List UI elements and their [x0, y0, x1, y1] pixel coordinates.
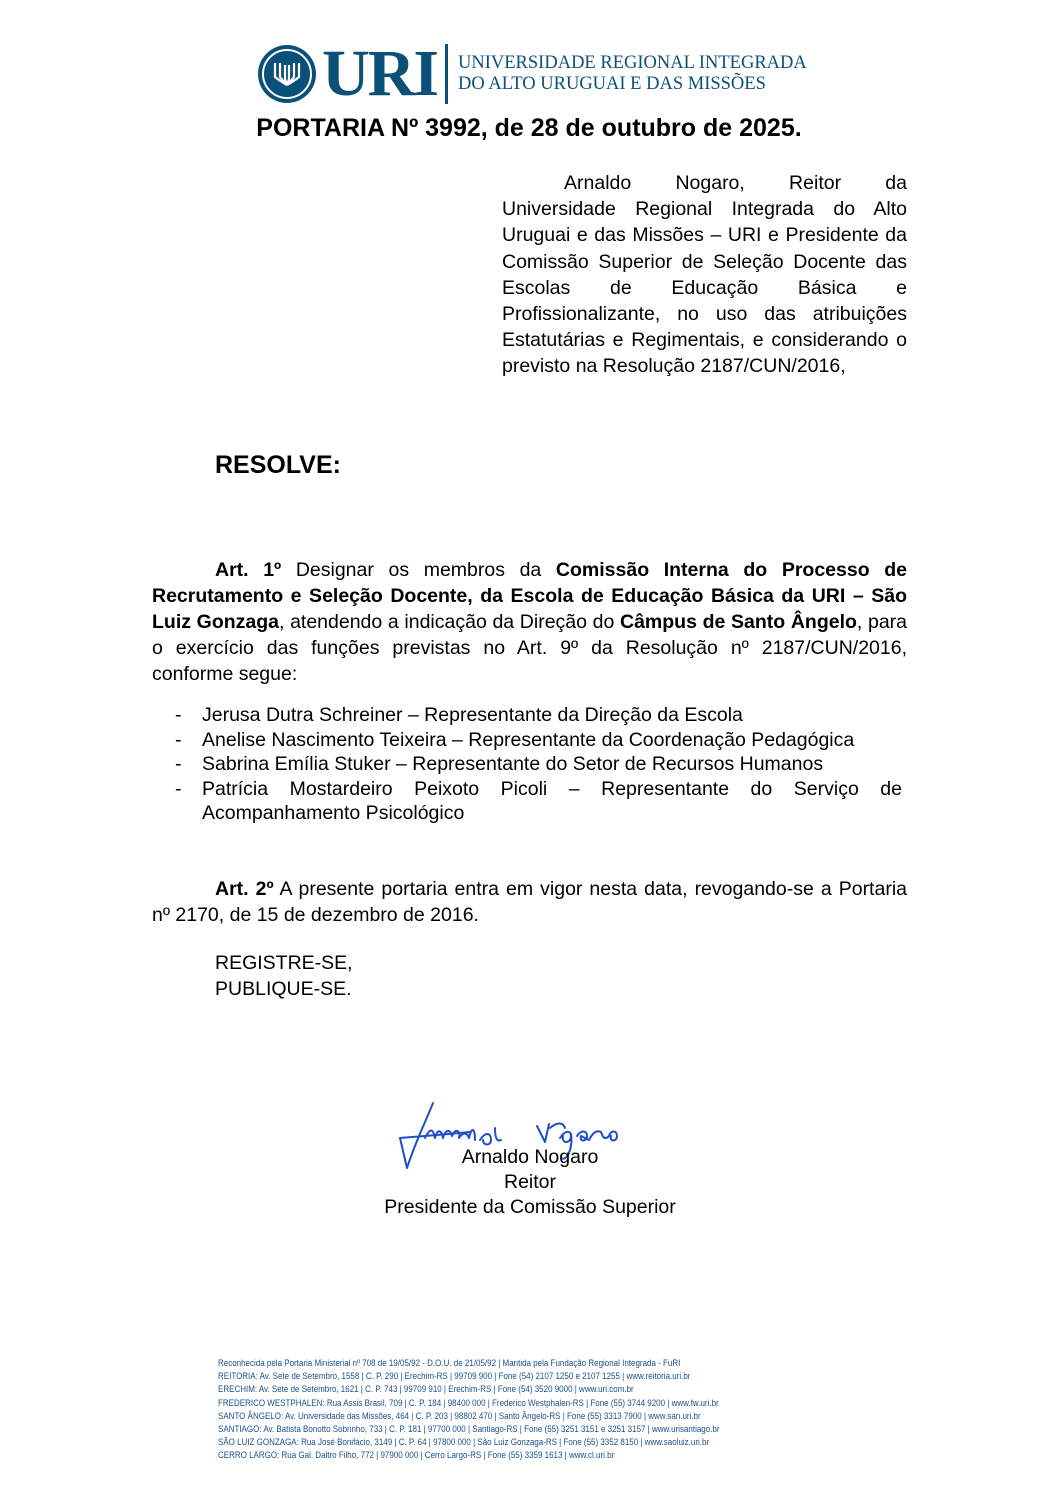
book-emblem-icon — [258, 45, 316, 103]
signatory-block — [330, 1145, 730, 1220]
document-title: PORTARIA Nº 3992, de 28 de outubro de 2025. — [256, 114, 802, 142]
article-1 — [152, 557, 907, 687]
article-1-text: , para o exercício das funções previstas no Art. 9º da Resolução nº 2187/CUN/2016, conforme segue: — [152, 611, 908, 685]
member-text: Jerusa Dutra Schreiner – Representante da Direção da Escola — [202, 704, 743, 726]
institution-line-1: UNIVERSIDADE REGIONAL INTEGRADA — [458, 53, 807, 73]
footer-line: CERRO LARGO: Rua Gal. Daltro Filho, 772 | 97900 000 | Cerro Largo-RS | Fone (55) 3359 1613 | www.cl.uri.br — [218, 1450, 615, 1461]
signatory-name: Arnaldo Nogaro — [461, 1146, 599, 1168]
bullet: - — [175, 777, 182, 800]
preamble-text: Arnaldo Nogaro, Reitor da Universidade Regional Integrada do Alto Uruguai e das Missões – URI e Presidente da Comissão Superior de Seleção Docente das Escolas de Educação Básica e Profissionalizante, no uso das atribuições Estatutárias e Regimentais, e considerando o previsto na Resolução 2187/CUN/2016, — [502, 172, 907, 378]
bullet: - — [175, 728, 182, 751]
member-text: Anelise Nascimento Teixeira – Representante da Coordenação Pedagógica — [202, 728, 855, 751]
footer-line: SANTO ÂNGELO: Av. Universidade das Missões, 464 | C. P. 203 | 98802 470 | Santo Ângelo-RS | Fone (55) 3313 7900 | www.san.uri.br — [218, 1410, 701, 1421]
list-item — [172, 777, 902, 826]
bullet: - — [175, 753, 182, 775]
member-text: Patrícia Mostardeiro Peixoto Picoli – Representante do Serviço de Acompanhamento Psicológico — [202, 777, 902, 824]
logo-divider — [445, 44, 448, 104]
preamble — [502, 170, 907, 380]
signatory-role: Reitor — [503, 1171, 557, 1193]
footer-line: FREDERICO WESTPHALEN: Rua Assis Brasil, 709 | C. P. 184 | 98400 000 | Frederico Westphalen-RS | Fone (55) 3744 9200 | www.fw.uri.br — [218, 1397, 719, 1408]
article-2-label: Art. 2º — [215, 878, 274, 900]
closing — [215, 950, 353, 1002]
footer-line: Reconhecida pela Portaria Ministerial nº 708 de 19/05/92 - D.O.U. de 21/05/92 | Mantida pela Fundação Regional Integrada - FuRI — [218, 1358, 681, 1368]
list-item — [172, 728, 902, 753]
uri-logo — [258, 37, 807, 110]
article-1-campus: Câmpus de Santo Ângelo — [620, 611, 857, 633]
article-1-commission: Comissão Interna do Processo de Recrutamento e Seleção Docente, da Escola de Educação Básica da URI – São Luiz Gonzaga — [152, 559, 907, 633]
institution-line-2: DO ALTO URUGUAI E DAS MISSÕES — [458, 74, 766, 94]
closing-line: PUBLIQUE-SE. — [215, 978, 352, 1000]
logo-acronym: URI — [322, 37, 438, 110]
member-text: Sabrina Emília Stuker – Representante do Setor de Recursos Humanos — [202, 753, 824, 775]
article-1-label: Art. 1º — [215, 559, 282, 581]
list-item — [172, 703, 902, 728]
article-1-text: Designar os membros da — [281, 559, 556, 581]
list-item — [172, 752, 902, 777]
footer-addresses — [218, 1357, 872, 1463]
signatory-position: Presidente da Comissão Superior — [384, 1196, 676, 1218]
closing-line: REGISTRE-SE, — [215, 952, 353, 974]
bullet: - — [175, 704, 182, 726]
institution-name — [458, 53, 807, 95]
footer-line: REITORIA: Av. Sete de Setembro, 1558 | C. P. 290 | Erechim-RS | 99709 900 | Fone (54) 2107 1250 e 2107 1255 | www.reitoria.uri.br — [218, 1371, 691, 1382]
footer-fade — [800, 1350, 860, 1480]
article-2-text: A presente portaria entra em vigor nesta data, revogando-se a Portaria nº 2170, de 15 de dezembro de 2016. — [152, 878, 907, 926]
resolve-heading: RESOLVE: — [215, 451, 341, 479]
members-list — [172, 703, 902, 826]
footer-line: ERECHIM: Av. Sete de Setembro, 1621 | C. P. 743 | 99709 910 | Erechim-RS | Fone (54) 3520 9000 | www.uri.com.br — [218, 1384, 634, 1395]
article-1-text: , atendendo a indicação da Direção do — [279, 611, 620, 633]
footer-line: SANTIAGO: Av. Batista Bonotto Sobrinho, 733 | C. P. 181 | 97700 000 | Santiago-RS | Fone (55) 3251 3151 e 3251 3157 | www.urisantiago.br — [218, 1424, 720, 1435]
article-2 — [152, 876, 907, 928]
footer-line: SÃO LUIZ GONZAGA: Rua José Bonifácio, 3149 | C. P. 64 | 97800 000 | São Luiz Gonzaga-RS | Fone (55) 3352 8150 | www.saoluiz.uri.br — [218, 1437, 710, 1448]
